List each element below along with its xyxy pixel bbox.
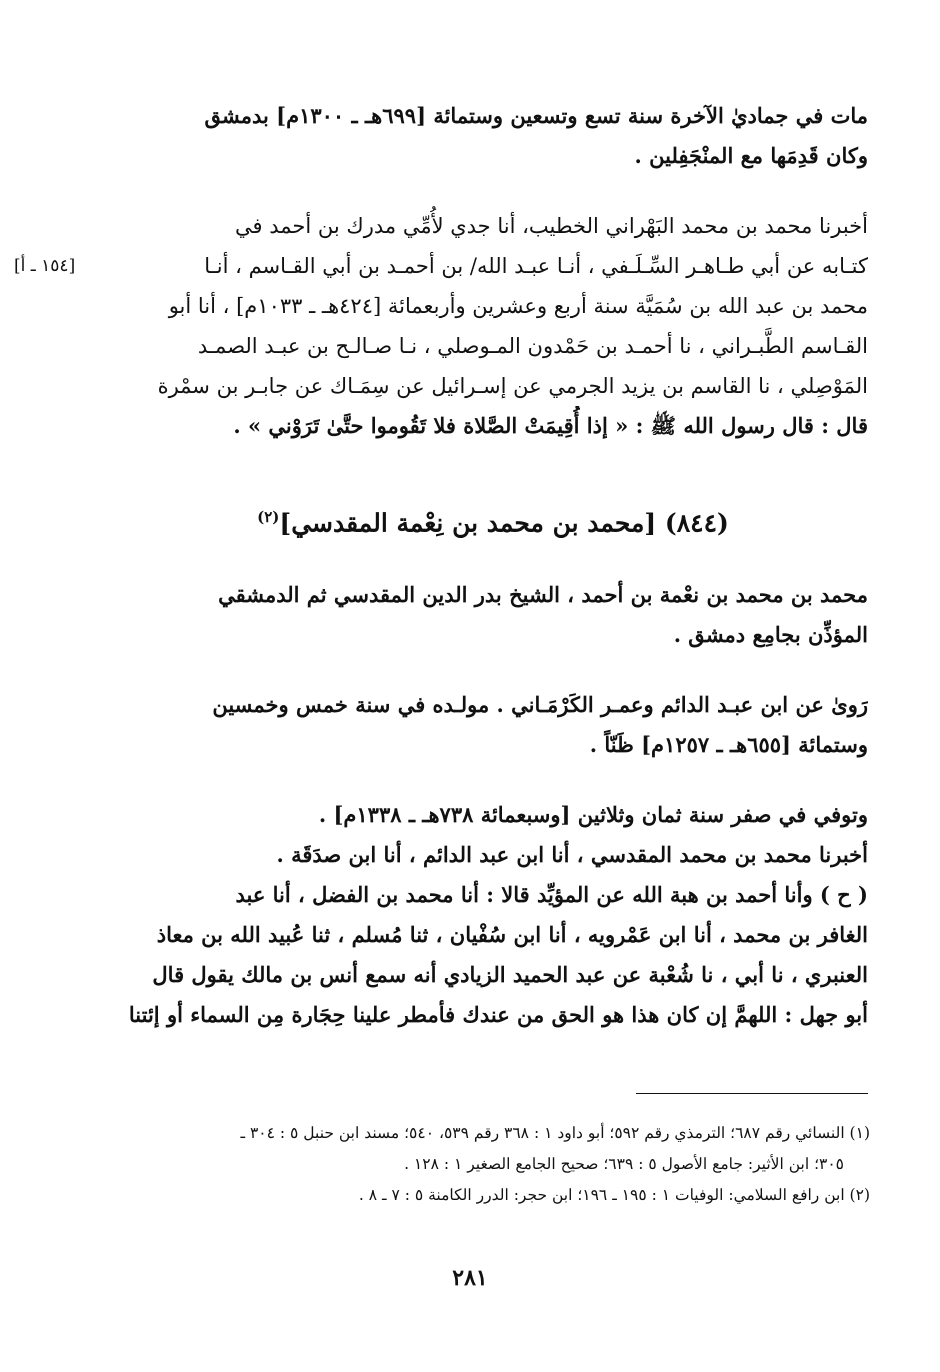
paragraph-birth xyxy=(118,685,868,765)
folio-margin-note: [١٥٤ ـ أ] xyxy=(14,256,76,276)
text-line: الغافر بن محمد ، أنا ابن عَمْرويه ، أنا ابن سُفْيان ، ثنا مُسلم ، ثنا عُبيد الله بن معاذ xyxy=(156,922,868,947)
text-line: محمد بن عبد الله بن سُمَيَّة سنة أربع وعشرين وأربعمائة [٤٢٤هـ ـ ١٠٣٣م] ، أنا أبو xyxy=(168,294,868,318)
paragraph-biography xyxy=(118,575,868,655)
text-line: قال : قال رسول الله ﷺ : « إذا أُقِيمَتْ الصَّلاة فلا تَقُوموا حتَّىٰ تَرَوْني » . xyxy=(233,413,868,438)
footnote-line: ٣٠٥؛ ابن الأثير: جامع الأصول ٥ : ٦٣٩؛ صحيح الجامع الصغير ١ : ١٢٨ . xyxy=(404,1155,844,1173)
text-line: أخبرنا محمد بن محمد المقدسي ، أنا ابن عبد الدائم ، أنا ابن صدَقَة . xyxy=(276,842,868,867)
page-number: ٢٨١ xyxy=(452,1265,488,1291)
text-line: رَوىٰ عن ابن عبـد الدائم وعمـر الكَرْمَـاني . مولـده في سنة خمس وخمسين xyxy=(212,692,868,717)
text-line: وكان قَدِمَها مع المنْجَفِلين . xyxy=(634,143,868,168)
text-line: القـاسم الطَّبـراني ، نا أحمـد بن حَمْدون المـوصلي ، نـا صـالـح بن عبـد الصمـد xyxy=(197,334,868,358)
footnote-ref: (٢) xyxy=(257,508,280,526)
paragraph-death-and-hadith xyxy=(118,795,868,1035)
paragraph-death-note xyxy=(118,96,868,176)
text-line: العنبري ، نا أبي ، نا شُعْبة عن عبد الحميد الزيادي أنه سمع أنس بن مالك يقول قال xyxy=(152,962,868,987)
text-line: أبو جهل : اللهمَّ إن كان هذا هو الحق من عندك فأمطر علينا حِجَارة مِن السماء أو إئتنا xyxy=(128,1002,868,1027)
text-line: مات في جماديٰ الآخرة سنة تسع وتسعين وستمائة [٦٩٩هـ ـ ١٣٠٠م] بدمشق xyxy=(204,103,868,128)
text-line: وستمائة [٦٥٥هـ ـ ١٢٥٧م] ظَنّاً . xyxy=(589,732,868,757)
text-line: ( ح ) وأنا أحمد بن هبة الله عن المؤيِّد قالا : أنا محمد بن الفضل ، أنا عبد xyxy=(235,882,868,907)
footnote-line: (٢) ابن رافع السلامي: الوفيات ١ : ١٩٥ ـ ١٩٦؛ ابن حجر: الدرر الكامنة ٥ : ٧ ـ ٨ . xyxy=(358,1186,870,1204)
entry-heading-text: (٨٤٤) [محمد بن محمد بن نِعْمة المقدسي] xyxy=(279,508,729,538)
paragraph-hadith-chain xyxy=(118,206,868,446)
text-line: محمد بن محمد بن نعْمة بن أحمد ، الشيخ بدر الدين المقدسي ثم الدمشقي xyxy=(218,582,868,607)
footnote-line: (١) النسائي رقم ٦٨٧؛ الترمذي رقم ٥٩٢؛ أبو داود ١ : ٣٦٨ رقم ٥٣٩، ٥٤٠؛ مسند ابن حنبل ٥ : ٣٠٤ ـ xyxy=(240,1124,870,1142)
entry-heading xyxy=(118,508,868,537)
text-line: المؤذِّن بجامِع دمشق . xyxy=(673,622,868,647)
text-line: وتوفي في صفر سنة ثمان وثلاثين [وسبعمائة ٧٣٨هـ ـ ١٣٣٨م] . xyxy=(318,802,868,827)
footnote-separator xyxy=(636,1093,868,1094)
footnotes xyxy=(118,1118,870,1211)
text-line: كتـابه عن أبي طـاهـر السِّـلَـفي ، أنـا عبـد الله/ بن أحمـد بن أبي القـاسم ، أنـا xyxy=(204,254,868,278)
text-line: المَوْصِلي ، نا القاسم بن يزيد الجرمي عن إسـرائيل عن سِمَـاك عن جابـر بن سمْرة xyxy=(157,374,868,398)
text-line: أخبرنا محمد بن محمد البَهْراني الخطيب، أنا جدي لأُمِّي مدرك بن أحمد في xyxy=(235,214,868,238)
